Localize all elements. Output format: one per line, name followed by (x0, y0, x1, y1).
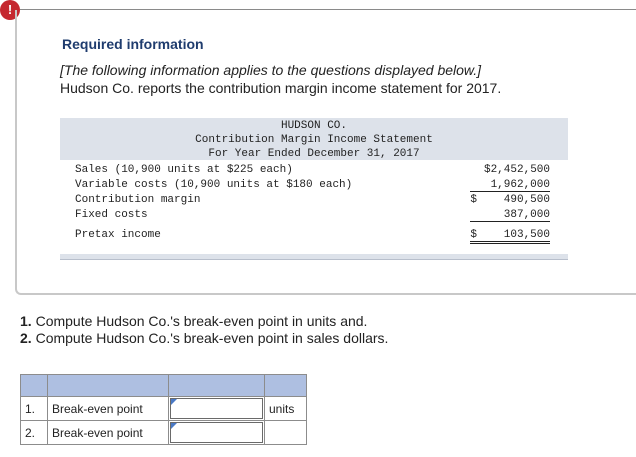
row-number: 2. (21, 421, 48, 445)
answer-table-header (21, 375, 307, 397)
row-label: Contribution margin (75, 194, 201, 206)
company-name: HUDSON CO. (280, 120, 347, 132)
dollar-sign: $ (470, 229, 477, 241)
statement-bottom-line (60, 259, 568, 260)
row-label: Variable costs (10,900 units at $180 each) (75, 179, 353, 191)
statement-row-pretax-income (75, 229, 550, 244)
answer-row (21, 421, 307, 445)
row-label: Break-even point (48, 397, 169, 421)
question-text: Compute Hudson Co.'s break-even point in sales dollars. (35, 330, 389, 346)
row-amount: $2,452,500 (483, 164, 550, 176)
unit-label (265, 421, 307, 445)
row-amount: 1,962,000 (470, 179, 550, 192)
question-number: 1. (20, 313, 32, 329)
alert-icon: ! (0, 0, 20, 20)
statement-row-contribution-margin (75, 194, 550, 209)
question-2 (20, 330, 388, 346)
row-label: Pretax income (75, 229, 161, 241)
answer-row (21, 397, 307, 421)
break-even-units-input[interactable] (171, 399, 262, 418)
question-number: 2. (20, 330, 32, 346)
answer-input-box (170, 422, 263, 443)
header-cell (48, 375, 169, 397)
statement-row-variable-costs (75, 179, 550, 194)
question-1 (20, 313, 367, 329)
question-text: Compute Hudson Co.'s break-even point in units and. (35, 313, 368, 329)
statement-period: For Year Ended December 31, 2017 (208, 148, 420, 160)
row-amount: 387,000 (470, 209, 550, 222)
statement-row-sales (75, 164, 550, 179)
statement-title: Contribution Margin Income Statement (195, 134, 433, 146)
row-label: Break-even point (48, 421, 169, 445)
statement-body (60, 160, 568, 252)
header-cell (169, 375, 265, 397)
header-cell (21, 375, 48, 397)
row-number: 1. (21, 397, 48, 421)
header-cell (265, 375, 307, 397)
break-even-sales-input[interactable] (171, 423, 262, 442)
row-label: Fixed costs (75, 209, 148, 221)
answer-cell (169, 397, 265, 421)
unit-label: units (265, 397, 307, 421)
required-info-title: Required information (62, 36, 204, 52)
intro-text: Hudson Co. reports the contribution margin income statement for 2017. (60, 80, 502, 96)
row-amount: 103,500 (470, 229, 550, 244)
statement-header (60, 118, 568, 160)
row-label: Sales (10,900 units at $225 each) (75, 164, 293, 176)
italic-note: [The following information applies to the questions displayed below.] (60, 62, 482, 78)
answer-input-box (170, 398, 263, 419)
answer-table (20, 374, 307, 445)
answer-cell (169, 421, 265, 445)
row-amount: 490,500 (503, 194, 550, 206)
statement-row-fixed-costs (75, 209, 550, 224)
dollar-sign: $ (470, 194, 477, 206)
